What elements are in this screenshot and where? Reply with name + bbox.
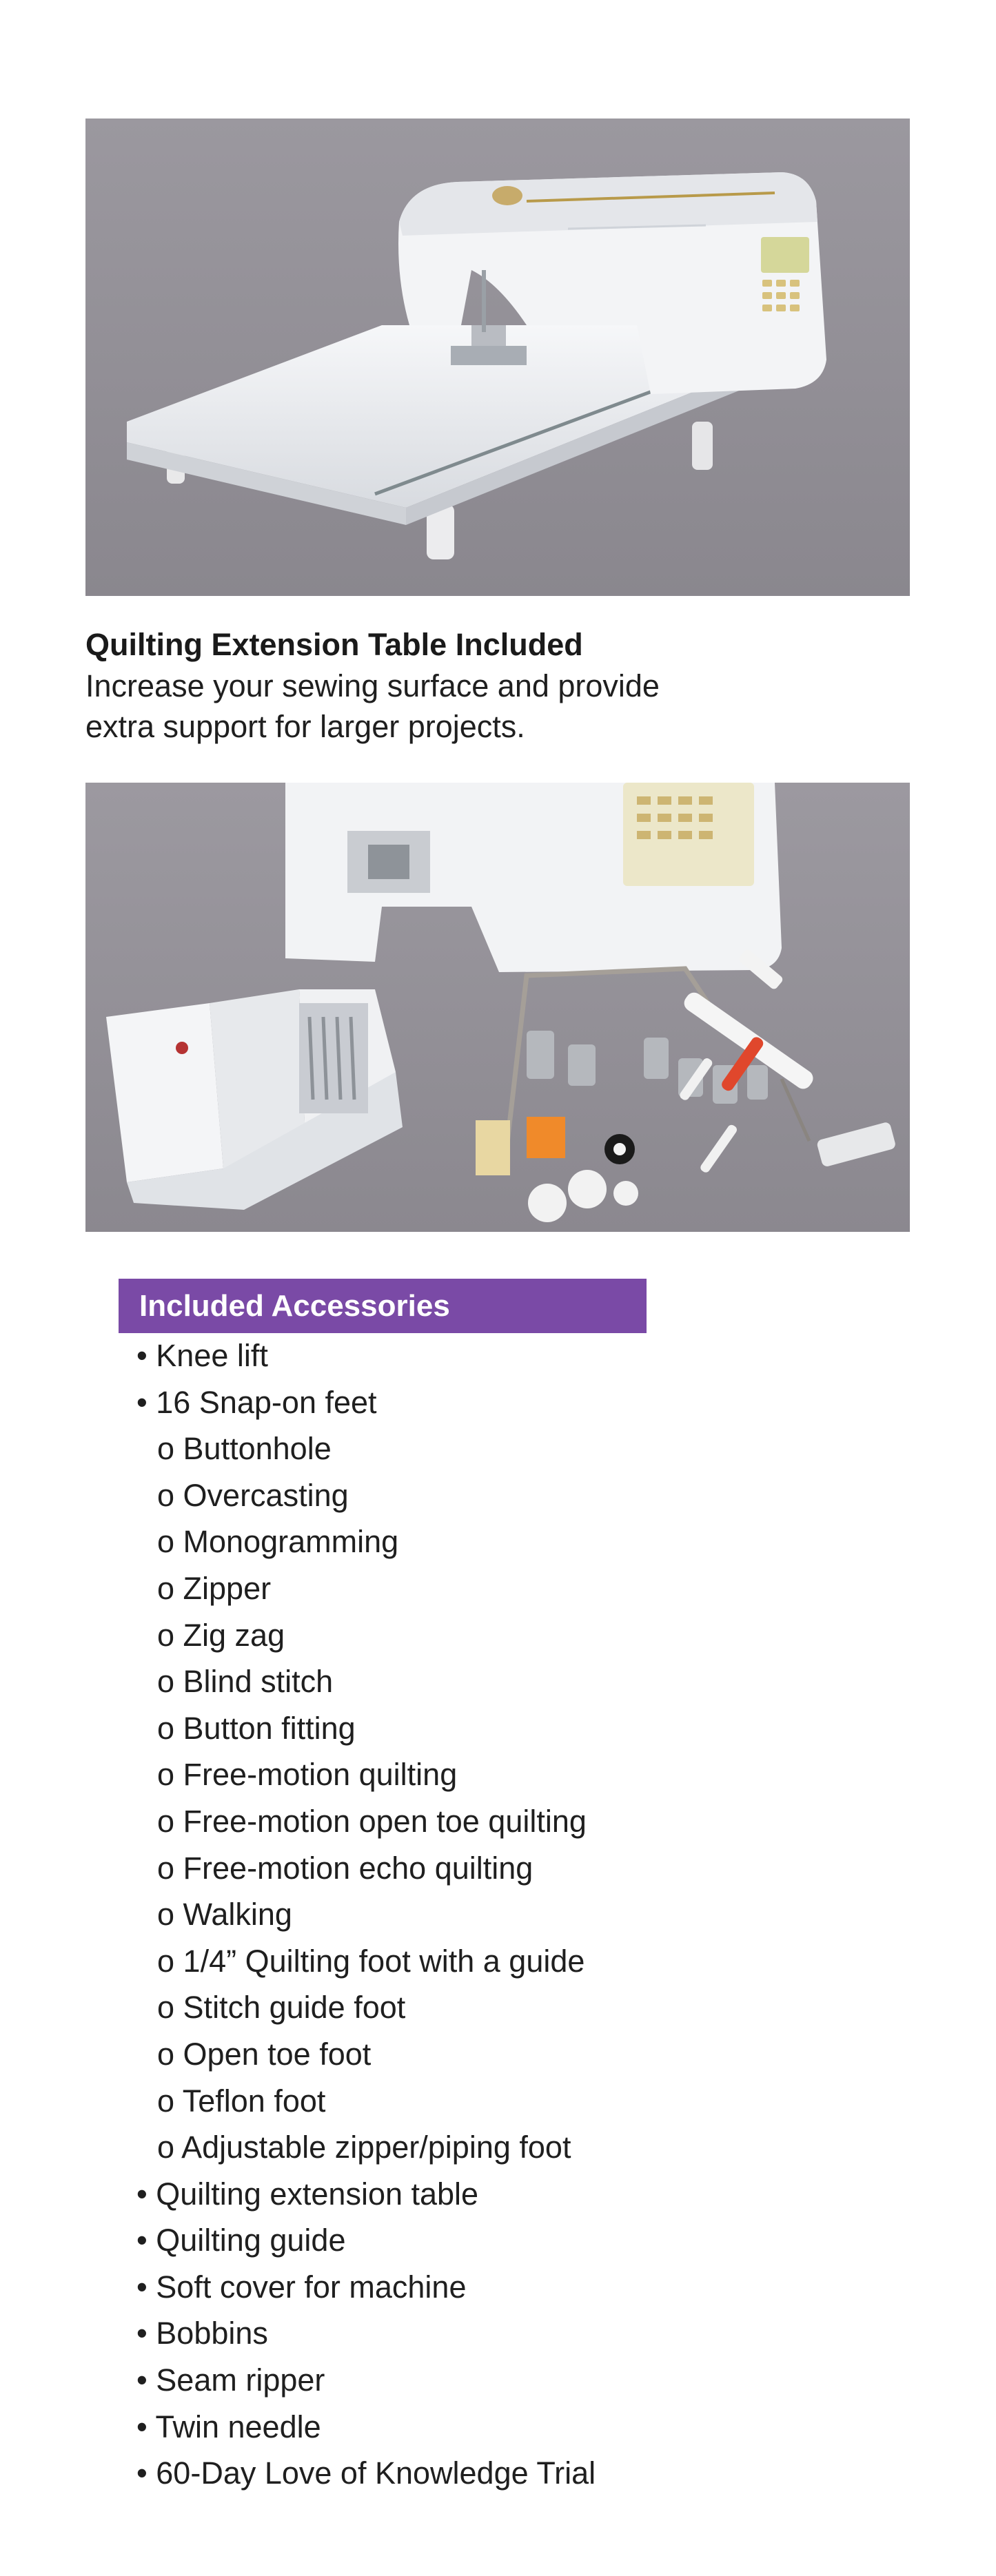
sub-list-item (136, 1425, 596, 1472)
list-item (136, 2450, 596, 2497)
list-item-text: Adjustable zipper/piping foot (181, 2130, 571, 2165)
accessories-photo (85, 783, 910, 1232)
sub-list-item (136, 1705, 596, 1752)
bullet-marker: • (136, 2176, 148, 2212)
caption-body: Increase your sewing surface and provide extra support for larger projects. (85, 668, 660, 744)
list-item-text: Monogramming (183, 1524, 399, 1560)
sub-bullet-marker: o (157, 1803, 175, 1839)
sub-list-item (136, 1658, 596, 1705)
list-item-text: Bobbins (156, 2316, 268, 2351)
list-item-text: Button fitting (183, 1710, 356, 1746)
bullet-marker: • (136, 1338, 148, 1373)
sub-list-item (136, 1472, 596, 1519)
sub-list-item (136, 1984, 596, 2031)
list-item-text: Teflon foot (182, 2083, 326, 2119)
sub-list-item (136, 2124, 596, 2171)
list-item-text: Quilting guide (156, 2223, 346, 2258)
accessories-illustration (85, 783, 910, 1232)
list-item (136, 2404, 596, 2451)
sub-bullet-marker: o (157, 2083, 175, 2119)
caption-title: Quilting Extension Table Included (85, 627, 583, 662)
list-item (136, 2217, 596, 2264)
sub-list-item (136, 1845, 596, 1892)
list-item (136, 2357, 596, 2404)
sub-list-item (136, 1612, 596, 1659)
list-item (136, 2171, 596, 2218)
list-item-text: 16 Snap-on feet (156, 1384, 377, 1420)
bullet-marker: • (136, 2455, 148, 2491)
list-item-text: Soft cover for machine (156, 2269, 467, 2305)
sub-bullet-marker: o (157, 1431, 175, 1467)
machine-with-extension-table-photo (85, 119, 910, 596)
accessories-list (136, 1332, 596, 2497)
list-item-text: Buttonhole (183, 1431, 332, 1467)
sub-bullet-marker: o (157, 1524, 175, 1560)
sub-list-item (136, 2078, 596, 2125)
sub-bullet-marker: o (157, 1477, 175, 1513)
sub-bullet-marker: o (157, 1664, 175, 1700)
list-item (136, 1332, 596, 1379)
sub-list-item (136, 1518, 596, 1565)
list-item-text: Blind stitch (183, 1664, 334, 1700)
machine-illustration (85, 119, 910, 596)
sub-bullet-marker: o (157, 1617, 175, 1653)
sub-list-item (136, 1751, 596, 1798)
bullet-marker: • (136, 2223, 148, 2258)
list-item-text: Stitch guide foot (183, 1990, 406, 2026)
sub-list-item (136, 1798, 596, 1845)
list-item-text: Quilting extension table (156, 2176, 479, 2212)
accessories-header: Included Accessories (119, 1279, 647, 1333)
sub-bullet-marker: o (157, 1850, 175, 1886)
list-item-text: 60-Day Love of Knowledge Trial (156, 2455, 596, 2491)
bullet-marker: • (136, 2362, 148, 2398)
sub-bullet-marker: o (157, 1710, 175, 1746)
list-item-text: Twin needle (155, 2409, 321, 2444)
sub-bullet-marker: o (157, 1570, 175, 1606)
list-item-text: Zipper (183, 1570, 272, 1606)
sub-list-item (136, 1565, 596, 1612)
list-item-text: Zig zag (183, 1617, 285, 1653)
list-item-text: Walking (183, 1897, 292, 1933)
list-item (136, 2310, 596, 2357)
list-item-text: Overcasting (183, 1477, 349, 1513)
sub-bullet-marker: o (157, 2130, 175, 2165)
bullet-marker: • (136, 2316, 148, 2351)
sub-bullet-marker: o (157, 1943, 175, 1979)
bullet-marker: • (136, 1384, 148, 1420)
sub-list-item (136, 1938, 596, 1985)
sub-list-item (136, 2031, 596, 2078)
list-item (136, 2264, 596, 2311)
caption (85, 624, 706, 747)
list-item-text: Open toe foot (183, 2036, 372, 2072)
sub-bullet-marker: o (157, 1897, 175, 1933)
sub-bullet-marker: o (157, 2036, 175, 2072)
sub-bullet-marker: o (157, 1757, 175, 1793)
bullet-marker: • (136, 2409, 148, 2444)
list-item-text: 1/4” Quilting foot with a guide (183, 1943, 585, 1979)
list-item-text: Free-motion open toe quilting (183, 1803, 587, 1839)
list-item-text: Knee lift (156, 1338, 268, 1373)
list-item-text: Seam ripper (156, 2362, 325, 2398)
list-item-text: Free-motion quilting (183, 1757, 458, 1793)
bullet-marker: • (136, 2269, 148, 2305)
list-item-text: Free-motion echo quilting (183, 1850, 533, 1886)
sub-bullet-marker: o (157, 1990, 175, 2026)
list-item (136, 1379, 596, 1426)
sub-list-item (136, 1891, 596, 1938)
